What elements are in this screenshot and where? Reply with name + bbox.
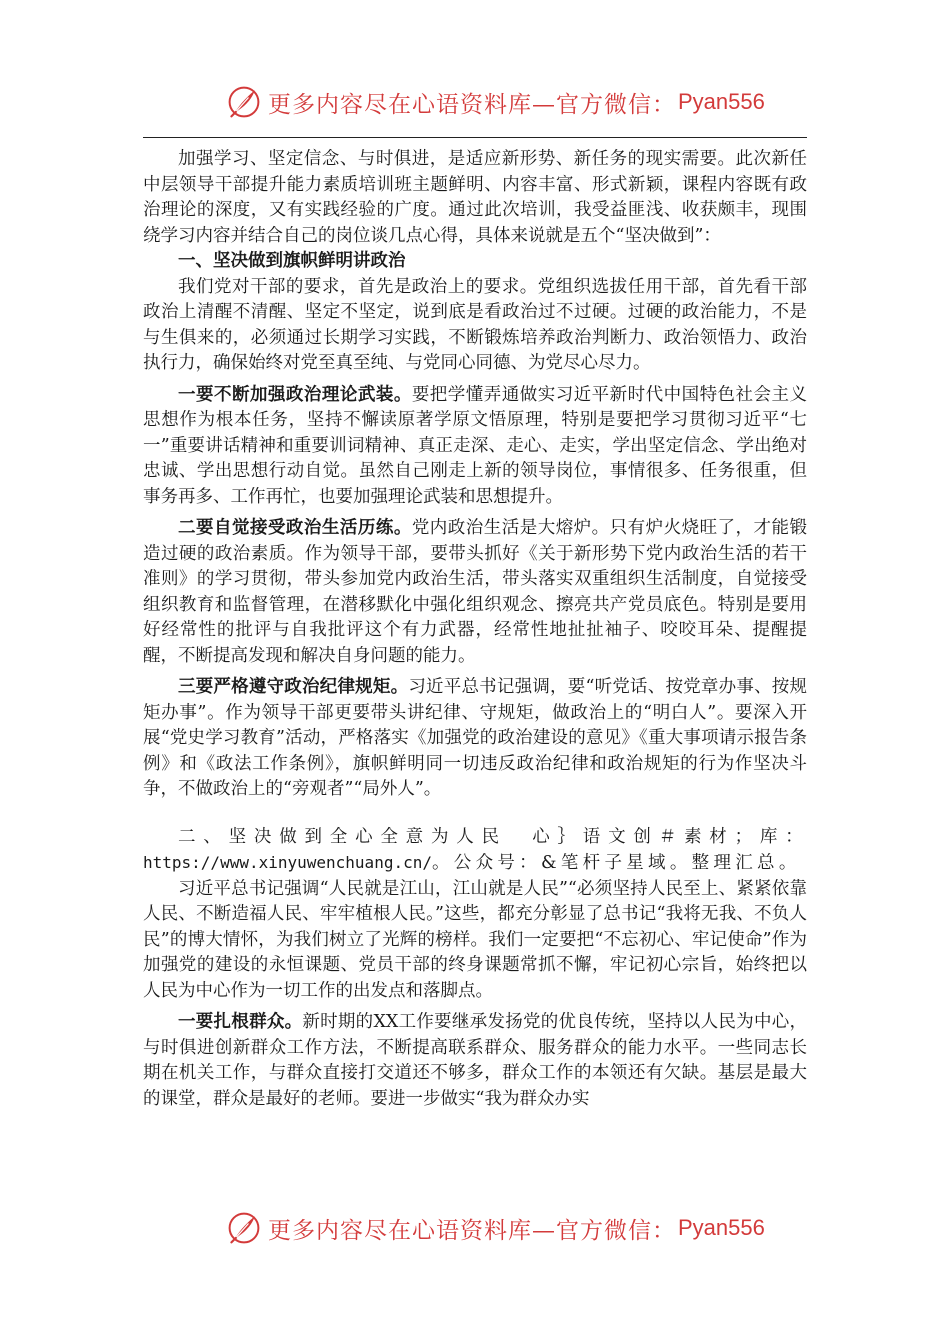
feather-pen-icon: [226, 1210, 262, 1246]
banner-text: 更多内容尽在心语资料库—官方微信：: [268, 1217, 676, 1244]
item-text: 要把学懂弄通做实习近平新时代中国特色社会主义思想作为根本任务，坚持不懈读原著学原文悟原理，特别是要把学习贯彻习近平“七一”重要讲话精神和重要训词精神、真正走深、走心、走实，学出坚定信念、学出绝对忠诚、学出思想行动自觉。虽然自己刚走上新的领导岗位，事情很多、任务很重，但事务再多、工作再忙，也要加强理论武装和思想提升。: [143, 384, 808, 507]
header-banner: [226, 82, 765, 122]
item-text: 新时期的XX工作要继承发扬党的优良传统，坚持以人民为中心，与时俱进创新群众工作方法，不断提高联系群众、服务群众的能力水平。一些同志长期在机关工作，与群众直接打交道还不够多，群众工作的本领还有欠缺。基层是最大的课堂，群众是最好的老师。要进一步做实“我为群众办实: [143, 1012, 807, 1109]
item-lead: 一要扎根群众。: [178, 1012, 303, 1032]
feather-pen-icon: [226, 84, 262, 120]
source-link[interactable]: https://www.xinyuwenchuang.cn/: [143, 853, 432, 872]
section2-tail: 。公众号：&笔杆子星域。整理汇总。: [431, 853, 801, 873]
section1-item-3: [143, 675, 807, 803]
article-body: [143, 147, 807, 1112]
intro-paragraph: 加强学习、坚定信念、与时俱进，是适应新形势、新任务的现实需要。此次新任中层领导干部提升能力素质培训班主题鲜明、内容丰富、形式新颖，课程内容既有政治理论的深度，又有实践经验的广度。通过此次培训，我受益匪浅、收获颇丰，现围绕学习内容并结合自己的岗位谈几点心得，具体来说就是五个“坚决做到”：: [143, 149, 807, 246]
banner-wechat-id: Pyan556: [678, 1215, 765, 1240]
section2-aside: 心｝语文创＃素材；库：: [532, 826, 807, 847]
footer-banner: [226, 1208, 765, 1248]
section-heading-1: 一、坚决做到旗帜鲜明讲政治: [178, 251, 406, 271]
banner-wechat-id: Pyan556: [678, 89, 765, 114]
section2-paragraph: 习近平总书记强调“人民就是江山，江山就是人民”“必须坚持人民至上、紧紧依靠人民、不断造福人民、牢牢植根人民。”这些，都充分彰显了总书记“我将无我、不负人民”的博大情怀，为我们树立了光辉的榜样。我们一定要把“不忘初心、牢记使命”作为加强党的建设的永恒课题、党员干部的终身课题常抓不懈，牢记初心宗旨，始终把以人民为中心作为一切工作的出发点和落脚点。: [143, 878, 807, 1001]
section2-title: 二、坚决做到全心全意为人民: [178, 826, 507, 847]
item-text: 习近平总书记强调，要“听党话、按党章办事、按规矩办事”。作为领导干部更要带头讲纪律、守规矩，做政治上的“明白人”。要深入开展“党史学习教育”活动，严格落实《加强党的政治建设的意见》《重大事项请示报告条例》和《政法工作条例》，旗帜鲜明同一切违反政治纪律和政治规矩的行为作坚决斗争，不做政治上的“旁观者”“局外人”。: [143, 677, 808, 799]
header-divider: [143, 137, 807, 138]
section1-item-1: [143, 383, 807, 511]
banner-text: 更多内容尽在心语资料库—官方微信：: [268, 91, 676, 118]
section1-paragraph: 我们党对干部的要求，首先是政治上的要求。党组织选拔任用干部，首先看干部政治上清醒不清醒、坚定不坚定，说到底是看政治过不过硬。过硬的政治能力，不是与生俱来的，必须通过长期学习实践，不断锻炼培养政治判断力、政治领悟力、政治执行力，确保始终对党至真至纯、与党同心同德、为党尽心尽力。: [143, 276, 807, 373]
section-heading-2: [143, 825, 807, 877]
item-lead: 一要不断加强政治理论武装。: [178, 384, 412, 405]
item-lead: 三要严格遵守政治纪律规矩。: [178, 677, 409, 697]
item-text: 党内政治生活是大熔炉。只有炉火烧旺了，才能锻造过硬的政治素质。作为领导干部，要带头抓好《关于新形势下党内政治生活的若干准则》的学习贯彻，带头参加党内政治生活，带头落实双重组织生活制度，自觉接受组织教育和监督管理，在潜移默化中强化组织观念、擦亮共产党员底色。特别是要用好经常性的批评与自我批评这个有力武器，经常性地扯扯袖子、咬咬耳朵、提醒提醒，不断提高发现和解决自身问题的能力。: [143, 518, 808, 666]
section1-item-2: [143, 516, 807, 669]
item-lead: 二要自觉接受政治生活历练。: [178, 518, 412, 538]
section2-item-1: [143, 1010, 807, 1112]
